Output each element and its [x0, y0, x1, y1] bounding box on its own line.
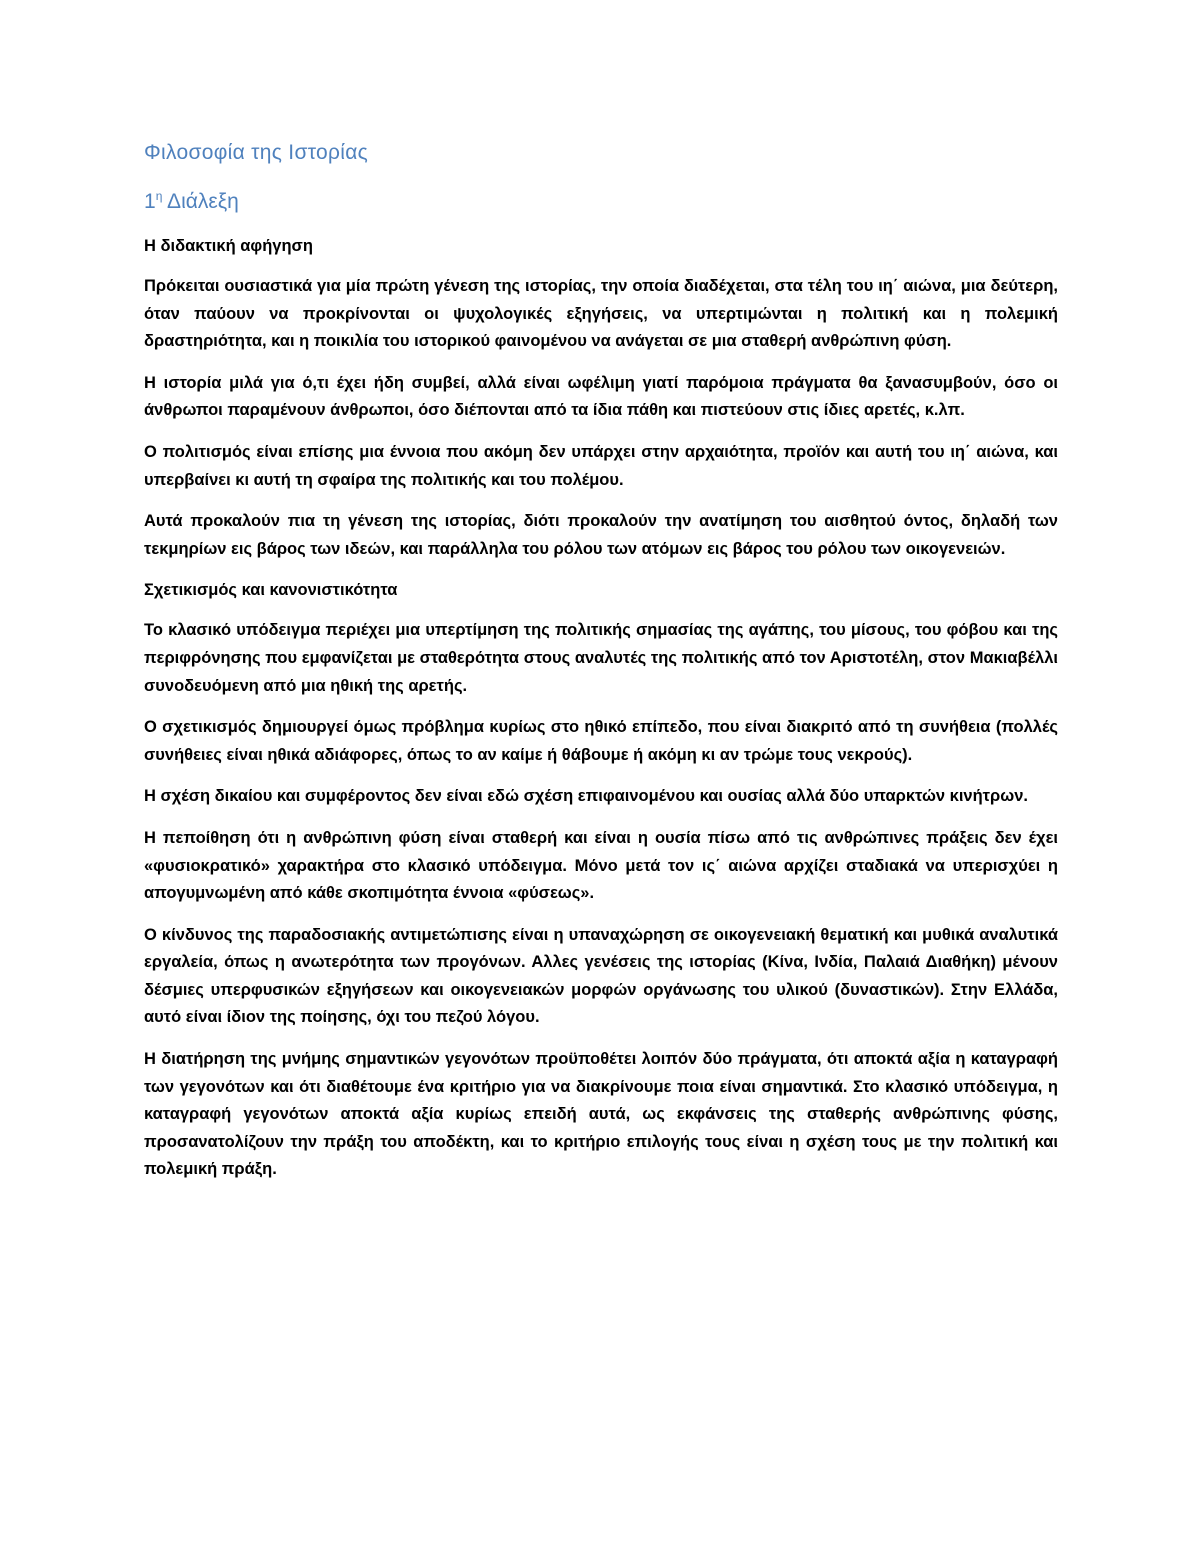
paragraph: Ο κίνδυνος της παραδοσιακής αντιμετώπισης είναι η υπαναχώρηση σε οικογενειακή θεματική και μυθικά αναλυτικά εργαλεία, όπως η ανωτερότητα των προγόνων. Αλλες γενέσεις της ιστορίας (Κίνα, Ινδία, Παλαιά Διαθήκη) μένουν δέσμιες υπερφυσικών εξηγήσεων και οικογενειακών μορφών οργάνωσης του υλικού (δυναστικών). Στην Ελλάδα, αυτό είναι ίδιον της ποίησης, όχι του πεζού λόγου. [144, 925, 1058, 1027]
section-heading-didactic: Η διδακτική αφήγηση [144, 237, 313, 255]
paragraph: Η σχέση δικαίου και συμφέροντος δεν είναι εδώ σχέση επιφαινομένου και ουσίας αλλά δύο υπαρκτών κινήτρων. [144, 787, 1028, 806]
paragraph: Η πεποίθηση ότι η ανθρώπινη φύση είναι σταθερή και είναι η ουσία πίσω από τις ανθρώπινες πράξεις δεν έχει «φυσιοκρατικό» χαρακτήρα στο κλασικό υπόδειγμα. Μόνο μετά τον ις΄ αιώνα αρχίζει σταδιακά να υπερισχύει η απογυμνωμένη από κάθε σκοπιμότητα έννοια «φύσεως». [144, 828, 1058, 903]
paragraph: Το κλασικό υπόδειγμα περιέχει μια υπερτίμηση της πολιτικής σημασίας της αγάπης, του μίσους, του φόβου και της περιφρόνησης που εμφανίζεται με σταθερότητα στους αναλυτές της πολιτικής από τον Αριστοτέλη, στον Μακιαβέλλι συνοδευόμενη από μια ηθική της αρετής. [144, 621, 1058, 695]
section-heading-relativism: Σχετικισμός και κανονιστικότητα [144, 581, 398, 600]
document-title: Φιλοσοφία της Ιστορίας [144, 141, 369, 164]
paragraph: Η διατήρηση της μνήμης σημαντικών γεγονότων προϋποθέτει λοιπόν δύο πράγματα, ότι αποκτά αξία η καταγραφή των γεγονότων και ότι διαθέτουμε ένα κριτήριο για να διακρίνουμε ποια είναι σημαντικά. Στο κλασικό υπόδειγμα, η καταγραφή γεγονότων αποκτά αξία κυρίως επειδή αυτά, ως εκφάνσεις της σταθερής ανθρώπινης φύσης, προσανατολίζουν την πράξη του αποδέκτη, και το κριτήριο επιλογής τους είναι η σχέση τους με την πολιτική και πολεμική πράξη. [144, 1050, 1058, 1179]
document-page [144, 138, 1058, 1198]
paragraph: Πρόκειται ουσιαστικά για μία πρώτη γένεση της ιστορίας, την οποία διαδέχεται, στα τέλη του ιη΄ αιώνα, μια δεύτερη, όταν παύουν να προκρίνονται οι ψυχολογικές εξηγήσεις, να υπερτιμώνται η πολιτική και η πολεμική δραστηριότητα, και η ποικιλία του ιστορικού φαινομένου να ανάγεται σε μια σταθερή ανθρώπινη φύση. [144, 277, 1058, 351]
lecture-word: Διάλεξη [162, 190, 239, 213]
paragraph: Η ιστορία μιλά για ό,τι έχει ήδη συμβεί, αλλά είναι ωφέλιμη γιατί παρόμοια πράγματα θα ξανασυμβούν, όσο οι άνθρωποι παραμένουν άνθρωποι, όσο διέπονται από τα ίδια πάθη και πιστεύουν στις ίδιες αρετές, κ.λπ. [144, 373, 1058, 420]
lecture-subtitle [144, 187, 1058, 217]
paragraph: Ο σχετικισμός δημιουργεί όμως πρόβλημα κυρίως στο ηθικό επίπεδο, που είναι διακριτό από τη συνήθεια (πολλές συνήθειες είναι ηθικά αδιάφορες, όπως το αν καίμε ή θάβουμε ή ακόμη κι αν τρώμε τους νεκρούς). [144, 718, 1058, 764]
paragraph: Ο πολιτισμός είναι επίσης μια έννοια που ακόμη δεν υπάρχει στην αρχαιότητα, προϊόν και αυτή του ιη΄ αιώνα, και υπερβαίνει κι αυτή τη σφαίρα της πολιτικής και του πολέμου. [144, 442, 1058, 489]
paragraph: Αυτά προκαλούν πια τη γένεση της ιστορίας, διότι προκαλούν την ανατίμηση του αισθητού όντος, δηλαδή των τεκμηρίων εις βάρος των ιδεών, και παράλληλα του ρόλου των ατόμων εις βάρος του ρόλου των οικογενειών. [144, 512, 1058, 558]
lecture-number: 1 [144, 190, 156, 213]
lecture-ordinal-suffix: η [155, 189, 163, 203]
